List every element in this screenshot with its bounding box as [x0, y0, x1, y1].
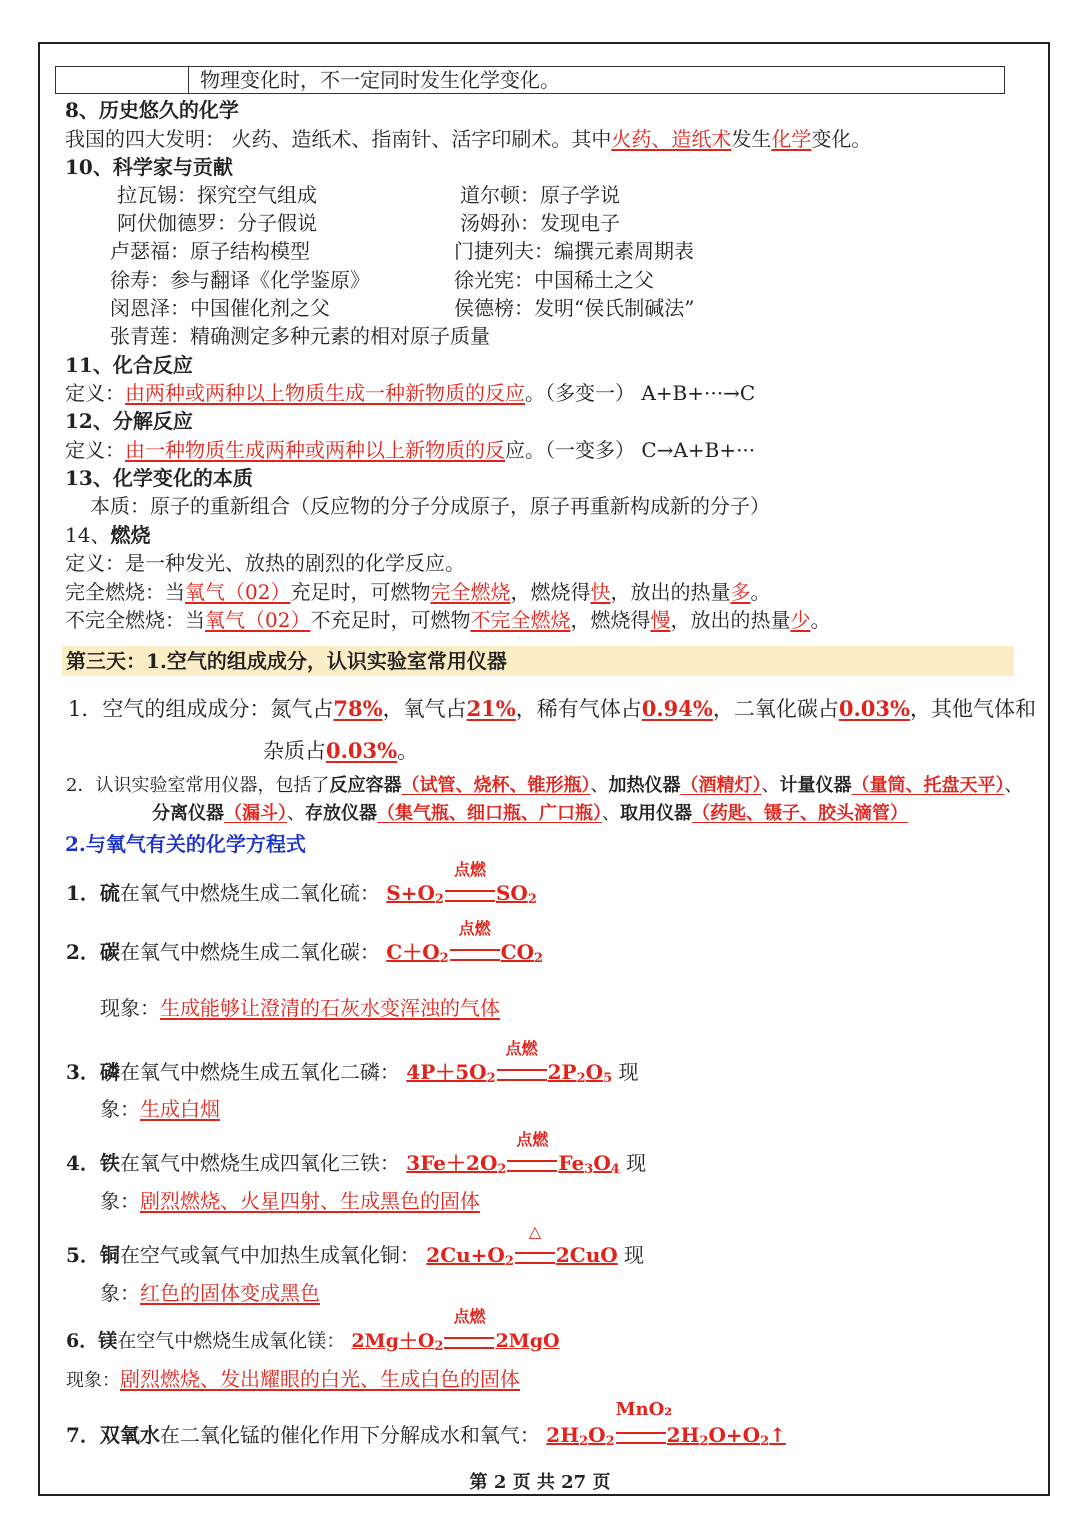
phenomenon-line: 象：剧烈燃烧、火星四射、生成黑色的固体 [100, 1189, 480, 1213]
page-footer: 第 2 页 共 27 页 [469, 1472, 611, 1493]
day-heading: 第三天：1.空气的组成成分，认识实验室常用仪器 [66, 649, 507, 673]
air-composition-line-2: 杂质占0.03%。 [263, 738, 419, 763]
equation-7: 7．双氧水在二氧化锰的催化作用下分解成水和氧气： $2H_2O_2$ MnO₂ $2H_2O+O_2↑$ [66, 1399, 786, 1449]
reaction-condition: 点燃 [445, 882, 495, 908]
reaction-condition: 点燃 [507, 1152, 557, 1178]
reaction-condition: △ [515, 1244, 555, 1270]
phenomenon-line: 现象：生成能够让澄清的石灰水变浑浊的气体 [100, 996, 500, 1020]
instruments-line-2: 分离仪器（漏斗）、存放仪器（集气瓶、细口瓶、广口瓶）、取用仪器（药匙、镊子、胶头滴管） [152, 803, 908, 824]
equation-1: 1．硫在氧气中燃烧生成二氧化硫： $S+O_2$ 点燃 $SO_2$ [66, 860, 537, 907]
phenomenon-line: 象：生成白烟 [100, 1097, 220, 1121]
equation-4: 4．铁在氧气中燃烧生成四氧化三铁： $3Fe+2O_2$ 点燃 $Fe_3O_4$ 现 [66, 1130, 647, 1177]
section-title: 12、分解反应 [65, 409, 193, 433]
formula: $2Mg+O_2$ 点燃 2MgO [351, 1307, 560, 1354]
equation-5: 5．铜在空气或氧气中加热生成氧化铜： $2Cu+O_2$ △ 2CuO 现 [66, 1222, 645, 1269]
equation-2: 2．碳在氧气中燃烧生成二氧化碳： $C+O_2$ 点燃 $CO_2$ [66, 919, 544, 966]
day-heading-bar [62, 646, 1014, 676]
section-title: 8、历史悠久的化学 [65, 98, 239, 122]
scientist-right: 侯德榜：发明“侯氏制碱法” [454, 296, 695, 320]
section-title: 11、化合反应 [65, 353, 193, 377]
formula: $2H_2O_2$ MnO₂ $2H_2O+O_2↑$ [546, 1399, 786, 1449]
scientist-left: 闵恩泽：中国催化剂之父 [110, 296, 330, 320]
scientist-left: 拉瓦锡：探究空气组成 [117, 183, 317, 207]
table-row [55, 66, 1005, 94]
section-title: 10、科学家与贡献 [65, 155, 233, 179]
reaction-condition: 点燃 [450, 941, 500, 967]
phenomenon-line: 现象：剧烈燃烧、发出耀眼的白光、生成白色的固体 [66, 1367, 520, 1391]
scientist-right: 徐光宪：中国稀土之父 [454, 268, 654, 292]
essence-line: 本质：原子的重新组合（反应物的分子分成原子，原子再重新构成新的分子） [90, 494, 770, 518]
reaction-condition: MnO₂ [616, 1424, 666, 1450]
definition-line: 定义：由两种或两种以上物质生成一种新物质的反应。（多变一） A+B+···→C [65, 381, 756, 405]
air-composition-line: 1．空气的组成成分：氮气占78%，氧气占21%，稀有气体占0.94%，二氧化碳占0.03%，其他气体和 [68, 696, 1036, 721]
instruments-line: 2．认识实验室常用仪器，包括了反应容器（试管、烧杯、锥形瓶）、加热仪器（酒精灯）、计量仪器（量筒、托盘天平）、 [66, 775, 1023, 796]
reaction-condition: 点燃 [444, 1329, 494, 1355]
scientist-left: 徐寿：参与翻译《化学鉴原》 [110, 268, 370, 292]
scientist-right: 汤姆孙：发现电子 [460, 211, 620, 235]
section-title: 14、燃烧 [65, 523, 151, 547]
equation-3: 3．磷在氧气中燃烧生成五氧化二磷： $4P+5O_2$ 点燃 $2P_2O_5$ 现 [66, 1039, 639, 1086]
formula: $C+O_2$ 点燃 $CO_2$ [386, 919, 544, 966]
reaction-condition: 点燃 [497, 1061, 547, 1087]
scientist-right: 门捷列夫：编撰元素周期表 [454, 239, 694, 263]
definition-line: 定义：由一种物质生成两种或两种以上新物质的反应。（一变多） C→A+B+··· [65, 438, 756, 462]
equation-6: 6．镁在空气中燃烧生成氧化镁： $2Mg+O_2$ 点燃 2MgO [66, 1307, 560, 1354]
equations-heading: 2.与氧气有关的化学方程式 [65, 832, 306, 856]
table-cell-text: 物理变化时，不一定同时发生化学变化。 [200, 68, 560, 92]
incomplete-combustion-line: 不完全燃烧：当氧气（02）不充足时，可燃物不完全燃烧，燃烧得慢，放出的热量少。 [65, 608, 831, 632]
table-cell-empty [56, 67, 189, 93]
definition-line: 定义：是一种发光、放热的剧烈的化学反应。 [65, 551, 465, 575]
scientist-left: 卢瑟福：原子结构模型 [110, 239, 310, 263]
phenomenon-line: 象：红色的固体变成黑色 [100, 1281, 320, 1305]
scientist-last: 张青莲：精确测定多种元素的相对原子质量 [110, 324, 490, 348]
formula: $3Fe+2O_2$ 点燃 $Fe_3O_4$ [406, 1130, 620, 1177]
formula: $2Cu+O_2$ △ 2CuO [426, 1222, 618, 1269]
scientist-right: 道尔顿：原子学说 [460, 183, 620, 207]
scientist-left: 阿伏伽德罗：分子假说 [117, 211, 317, 235]
four-inventions-line: 我国的四大发明： 火药、造纸术、指南针、活字印刷术。其中火药、造纸术发生化学变化。 [65, 127, 872, 151]
formula: $S+O_2$ 点燃 $SO_2$ [386, 860, 537, 907]
formula: $4P+5O_2$ 点燃 $2P_2O_5$ [406, 1039, 613, 1086]
section-title: 13、化学变化的本质 [65, 466, 253, 490]
complete-combustion-line: 完全燃烧：当氧气（02）充足时，可燃物完全燃烧，燃烧得快，放出的热量多。 [65, 580, 771, 604]
